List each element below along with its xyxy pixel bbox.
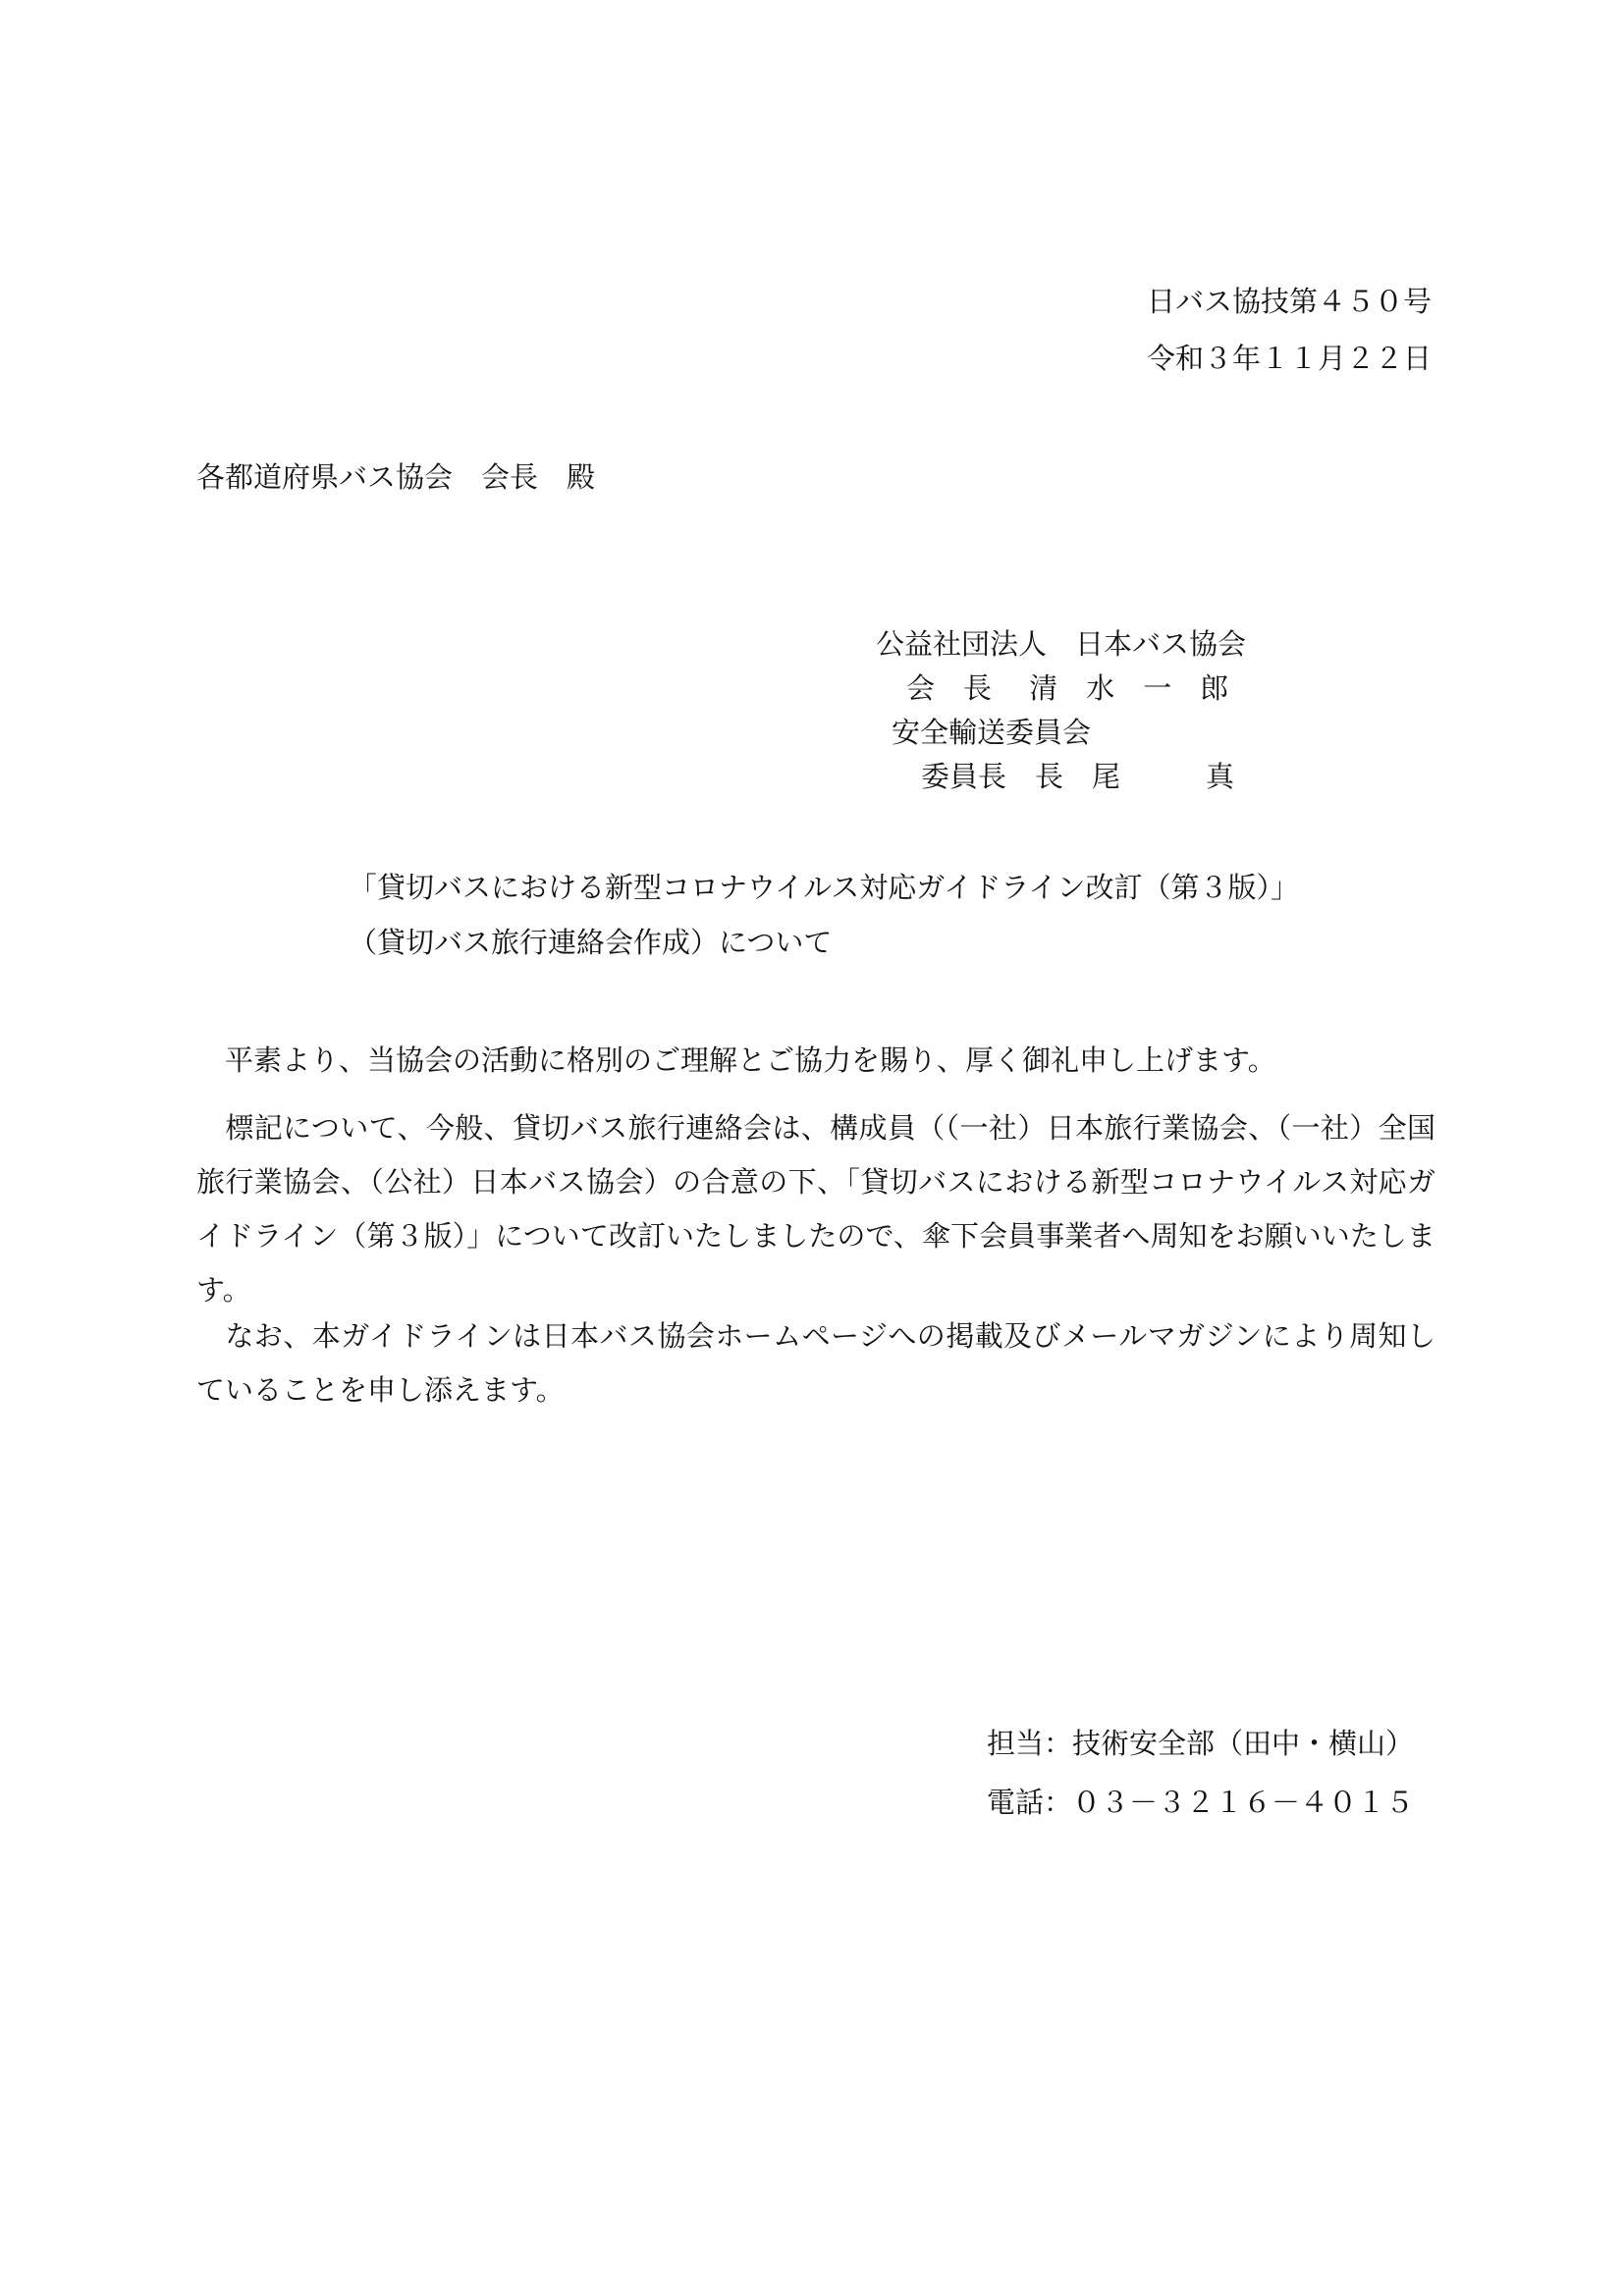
contact-person: 担当：技術安全部（田中・横山）: [987, 1727, 1415, 1760]
subject-subtitle: （貸切バス旅行連絡会作成）について: [349, 926, 833, 959]
sender-organization: 公益社団法人 日本バス協会: [876, 627, 1247, 661]
body-paragraph-note: なお、本ガイドラインは日本バス協会ホームページへの掲載及びメールマガジンにより周知していることを申し添えます。: [196, 1319, 1435, 1407]
body-paragraph-greeting: 平素より、当協会の活動に格別のご理解とご協力を賜り、厚く御礼申し上げます。: [196, 1043, 1276, 1077]
document-date: 令和３年１１月２２日: [1146, 342, 1432, 375]
body-paragraph-main: 標記について、今般、貸切バス旅行連絡会は、構成員（（一社）日本旅行業協会、（一社）全国旅行業協会、（公社）日本バス協会）の合意の下、「貸切バスにおける新型コロナウイルス対応ガイドライン（第３版）」について改訂いたしましたので、傘下会員事業者へ周知をお願いいたします。: [196, 1111, 1435, 1307]
contact-phone: 電話：０３－３２１６－４０１５: [987, 1786, 1415, 1819]
sender-president: 会 長 清 水 一 郎: [906, 671, 1229, 705]
subject-title: 「貸切バスにおける新型コロナウイルス対応ガイドライン改訂（第３版）」: [349, 871, 1300, 904]
sender-chair: 委員長 長 尾 真: [921, 760, 1235, 793]
sender-committee: 安全輸送委員会: [892, 716, 1092, 749]
addressee: 各都道府県バス協会 会長 殿: [196, 460, 596, 494]
document-number: 日バス協技第４５０号: [1146, 285, 1432, 318]
